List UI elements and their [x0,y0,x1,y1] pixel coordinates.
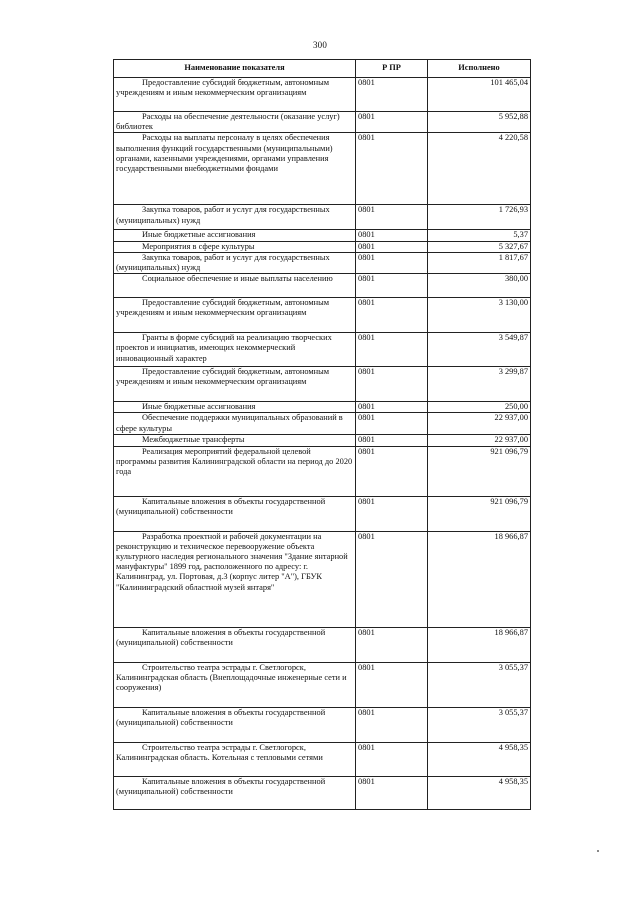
row-value: 921 096,79 [428,446,531,496]
row-name: Предоставление субсидий бюджетным, автономным учреждениям и иным некоммерческим организациям [116,78,330,98]
row-value: 5 327,67 [428,241,531,252]
row-value: 1 726,93 [428,205,531,230]
row-name: Иные бюджетные ассигнования [142,402,256,412]
row-code: 0801 [356,402,428,413]
row-value: 3 549,87 [428,333,531,367]
row-value: 921 096,79 [428,496,531,531]
row-code: 0801 [356,707,428,742]
row-name: Иные бюджетные ассигнования [142,230,256,240]
row-value: 4 958,35 [428,742,531,776]
row-value: 22 937,00 [428,413,531,435]
row-code: 0801 [356,435,428,446]
row-name-cell [114,531,356,627]
row-value: 3 130,00 [428,298,531,333]
table-row [114,446,531,496]
table-row [114,333,531,367]
row-name-cell [114,298,356,333]
row-name: Капитальные вложения в объекты государственной (муниципальной) собственности [116,707,326,727]
row-name: Строительство театра эстрады г. Светлогорск, Калининградская область. Котельная с тепловыми сетями [116,742,323,762]
row-name: Капитальные вложения в объекты государственной (муниципальной) собственности [116,496,326,516]
row-code: 0801 [356,133,428,205]
row-code: 0801 [356,776,428,809]
row-name: Капитальные вложения в объекты государственной (муниципальной) собственности [116,627,326,647]
table-row [114,496,531,531]
row-name: Строительство театра эстрады г. Светлогорск, Калининградская область (Внеплощадочные инженерные сети и сооружения) [116,662,347,693]
row-value: 250,00 [428,402,531,413]
table-row [114,241,531,252]
row-name: Расходы на обеспечение деятельности (оказание услуг) библиотек [116,112,340,132]
row-value: 1 817,67 [428,252,531,273]
row-name-cell [114,707,356,742]
row-code: 0801 [356,112,428,133]
row-name-cell [114,496,356,531]
row-value: 18 966,87 [428,531,531,627]
row-value: 101 465,04 [428,78,531,112]
budget-table [113,59,531,810]
table-row [114,707,531,742]
table-row [114,413,531,435]
row-code: 0801 [356,274,428,298]
page-number: 300 [312,40,328,50]
row-name-cell [114,112,356,133]
row-name-cell [114,742,356,776]
table-row [114,776,531,809]
row-code: 0801 [356,446,428,496]
row-name-cell [114,435,356,446]
row-name: Разработка проектной и рабочей документации на реконструкцию и техническое перевооружение объекта культурного наследия регионального значения "Здание янтарной мануфактуры" 1899 год, расположенного по адресу: г. Калининград, ул. Портовая, д.3 (корпус литер "А"), ГБУК "Калининградский областной музей янтаря" [116,531,348,592]
row-code: 0801 [356,531,428,627]
row-code: 0801 [356,78,428,112]
row-name-cell [114,413,356,435]
row-name: Реализация мероприятий федеральной целевой программы развития Калининградской области на период до 2020 года [116,446,353,477]
row-value: 3 299,87 [428,367,531,402]
table-row [114,274,531,298]
row-value: 4 958,35 [428,776,531,809]
row-value: 3 055,37 [428,707,531,742]
header-value: Исполнено [428,60,531,78]
table-row [114,367,531,402]
row-name-cell [114,241,356,252]
header-code: Р ПР [356,60,428,78]
table-row [114,78,531,112]
table-row [114,298,531,333]
row-name-cell [114,133,356,205]
row-code: 0801 [356,367,428,402]
row-name: Капитальные вложения в объекты государственной (муниципальной) собственности [116,776,326,796]
row-name-cell [114,446,356,496]
row-code: 0801 [356,241,428,252]
table-row [114,662,531,707]
row-value: 4 220,58 [428,133,531,205]
row-name: Предоставление субсидий бюджетным, автономным учреждениям и иным некоммерческим организациям [116,367,330,387]
table-row [114,435,531,446]
row-value: 3 055,37 [428,662,531,707]
row-code: 0801 [356,230,428,241]
header-name: Наименование показателя [114,60,356,78]
row-name-cell [114,627,356,662]
row-name-cell [114,662,356,707]
row-name-cell [114,402,356,413]
row-code: 0801 [356,252,428,273]
table-row [114,627,531,662]
row-code: 0801 [356,627,428,662]
row-name: Закупка товаров, работ и услуг для государственных (муниципальных) нужд [116,252,330,273]
row-name: Предоставление субсидий бюджетным, автономным учреждениям и иным некоммерческим организациям [116,298,330,318]
row-value: 18 966,87 [428,627,531,662]
row-name: Гранты в форме субсидий на реализацию творческих проектов и инициатив, имеющих некоммерческий инновационный характер [116,333,332,363]
table-row [114,205,531,230]
table-row [114,402,531,413]
table-row [114,133,531,205]
row-name: Закупка товаров, работ и услуг для государственных (муниципальных) нужд [116,205,330,225]
row-name-cell [114,78,356,112]
table-row [114,742,531,776]
table-row [114,531,531,627]
row-code: 0801 [356,333,428,367]
row-code: 0801 [356,413,428,435]
row-name: Расходы на выплаты персоналу в целях обеспечения выполнения функций государственными (муниципальными) органами, казенными учреждениями, органами управления государственными внебюджетными фондами [116,133,333,174]
scan-mark [597,850,599,852]
table-header-row [114,60,531,78]
row-name: Обеспечение поддержки муниципальных образований в сфере культуры [116,413,343,433]
table-row [114,112,531,133]
row-name-cell [114,205,356,230]
row-name: Социальное обеспечение и иные выплаты населению [142,274,333,284]
row-code: 0801 [356,496,428,531]
row-name-cell [114,274,356,298]
row-code: 0801 [356,662,428,707]
row-name-cell [114,333,356,367]
row-code: 0801 [356,298,428,333]
row-code: 0801 [356,742,428,776]
row-value: 380,00 [428,274,531,298]
row-name-cell [114,367,356,402]
row-value: 22 937,00 [428,435,531,446]
row-name: Мероприятия в сфере культуры [142,241,255,251]
row-code: 0801 [356,205,428,230]
row-name-cell [114,252,356,273]
table-row [114,230,531,241]
row-value: 5,37 [428,230,531,241]
row-name-cell [114,776,356,809]
row-name-cell [114,230,356,241]
row-name: Межбюджетные трансферты [142,435,245,445]
row-value: 5 952,88 [428,112,531,133]
table-row [114,252,531,273]
